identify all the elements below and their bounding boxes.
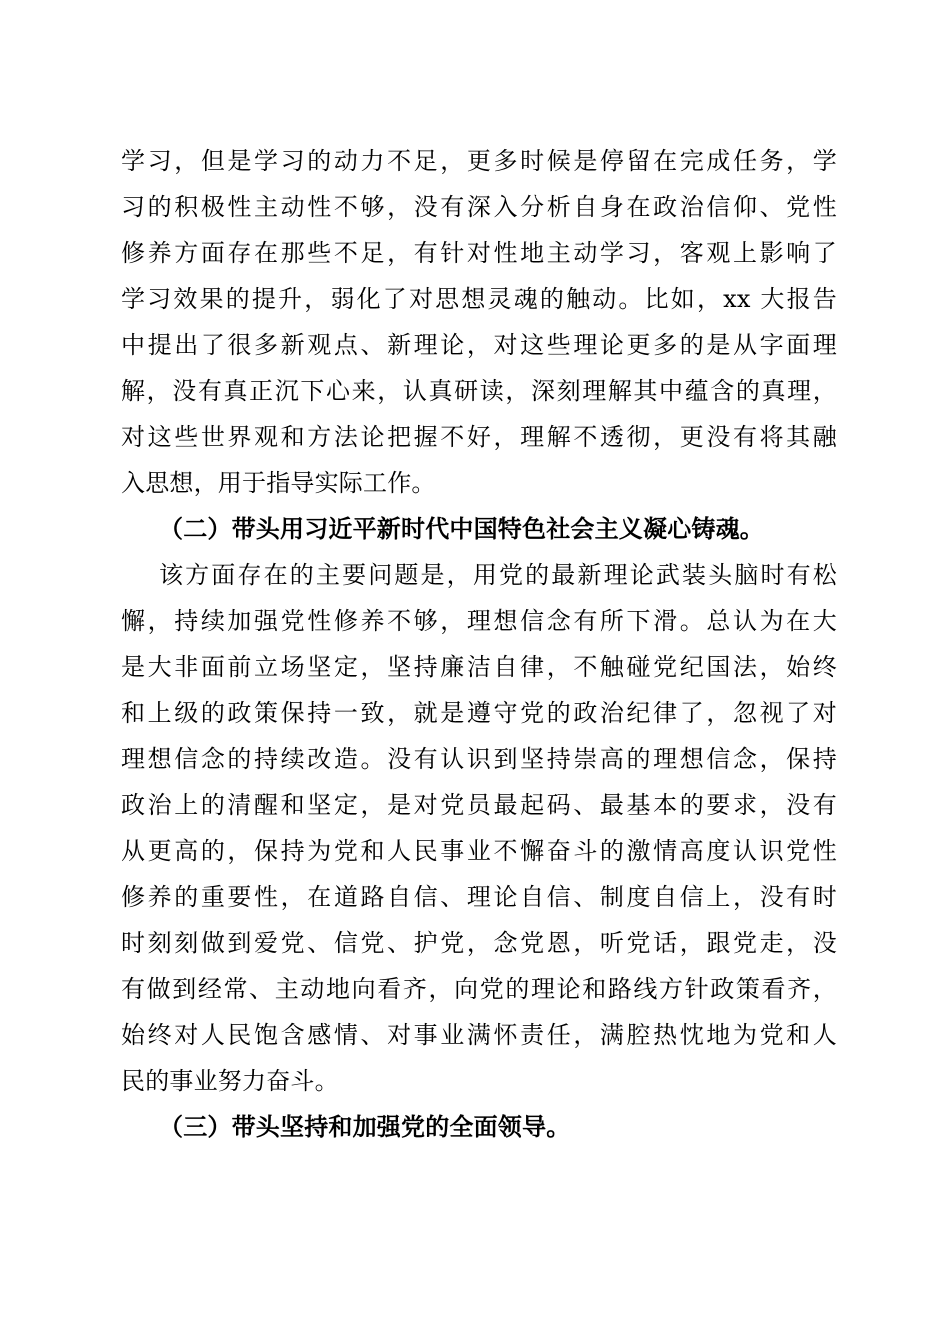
body-line: 有做到经常、主动地向看齐，向党的理论和路线方针政策看齐， — [121, 975, 837, 1003]
body-line: 和上级的政策保持一致，就是遵守党的政治纪律了，忽视了对 — [121, 699, 837, 727]
body-line: 从更高的，保持为党和人民事业不懈奋斗的激情高度认识党性 — [121, 837, 837, 865]
body-line: 对这些世界观和方法论把握不好，理解不透彻，更没有将其融 — [121, 423, 837, 451]
body-line: 学习，但是学习的动力不足，更多时候是停留在完成任务，学 — [121, 147, 837, 175]
body-line: 时刻刻做到爱党、信党、护党，念党恩，听党话，跟党走，没 — [121, 929, 837, 957]
section-heading-2: （二）带头用习近平新时代中国特色社会主义凝心铸魂。 — [159, 514, 764, 543]
body-line: 民的事业努力奋斗。 — [121, 1067, 339, 1095]
body-line: 懈，持续加强党性修养不够，理想信念有所下滑。总认为在大 — [121, 607, 837, 635]
body-line: 该方面存在的主要问题是，用党的最新理论武装头脑时有松 — [159, 561, 837, 589]
body-line: 学习效果的提升，弱化了对思想灵魂的触动。比如，xx 大报告 — [121, 285, 837, 313]
body-line: 修养方面存在那些不足，有针对性地主动学习，客观上影响了 — [121, 239, 837, 267]
body-line: 习的积极性主动性不够，没有深入分析自身在政治信仰、党性 — [121, 193, 837, 221]
body-line: 是大非面前立场坚定，坚持廉洁自律，不触碰党纪国法，始终 — [121, 653, 837, 681]
body-line: 政治上的清醒和坚定，是对党员最起码、最基本的要求，没有 — [121, 791, 837, 819]
body-line: 解，没有真正沉下心来，认真研读，深刻理解其中蕴含的真理， — [121, 377, 837, 405]
section-heading-3: （三）带头坚持和加强党的全面领导。 — [159, 1112, 571, 1141]
body-line: 修养的重要性，在道路自信、理论自信、制度自信上，没有时 — [121, 883, 837, 911]
body-line: 中提出了很多新观点、新理论，对这些理论更多的是从字面理 — [121, 331, 837, 359]
body-line: 理想信念的持续改造。没有认识到坚持崇高的理想信念，保持 — [121, 745, 837, 773]
body-line: 入思想，用于指导实际工作。 — [121, 469, 436, 497]
document-body — [121, 138, 837, 1150]
body-line: 始终对人民饱含感情、对事业满怀责任，满腔热忱地为党和人 — [121, 1021, 837, 1049]
